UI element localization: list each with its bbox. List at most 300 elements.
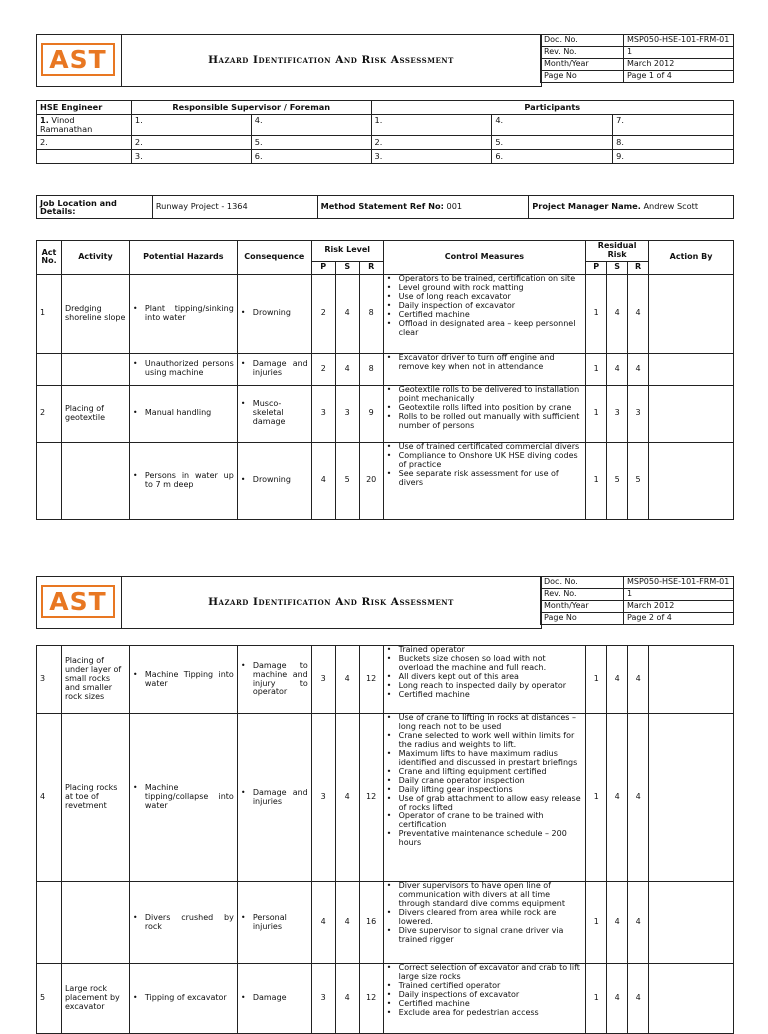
residual-p: 1 xyxy=(586,882,607,964)
bullet-icon: • xyxy=(386,713,392,722)
risk-r: 12 xyxy=(359,964,383,1034)
bullet-icon: • xyxy=(386,793,392,803)
activity xyxy=(61,442,129,519)
meta-row xyxy=(541,71,734,83)
consequence xyxy=(237,385,311,442)
hazard-item xyxy=(133,994,234,1003)
meta-row xyxy=(541,613,734,625)
participant-9: 9. xyxy=(613,150,734,164)
bullet-icon: • xyxy=(240,912,246,922)
participant-2: 2. xyxy=(371,136,492,150)
residual-s: 5 xyxy=(607,442,628,519)
control-measure-item-text: Certified machine xyxy=(398,689,470,699)
control-measure-item-text: Geotextile rolls to be delivered to installation point mechanically xyxy=(398,384,580,403)
control-measure-item-text: Rolls to be rolled out manually with sufficient number of persons xyxy=(398,411,580,430)
meta-row xyxy=(541,59,734,71)
action-by xyxy=(649,964,734,1034)
control-measure-item xyxy=(387,655,583,673)
col-residual-r: R xyxy=(628,261,649,274)
act-number: 2 xyxy=(37,385,62,442)
risk-p: 3 xyxy=(311,385,335,442)
company-logo: AST xyxy=(41,585,115,618)
hazard-item-text: Machine Tipping into water xyxy=(144,669,234,688)
risk-p: 3 xyxy=(311,646,335,714)
control-measure-item-text: Diver supervisors to have open line of communication with divers at all time through standard dive comms equipment xyxy=(398,881,566,908)
act-number: 3 xyxy=(37,646,62,714)
control-measure-item xyxy=(387,452,583,470)
residual-s: 4 xyxy=(607,353,628,385)
risk-r: 12 xyxy=(359,714,383,882)
company-logo: AST xyxy=(41,43,115,76)
control-measures xyxy=(383,385,586,442)
participants-header: Participants xyxy=(371,101,733,115)
risk-row xyxy=(37,882,734,964)
activity: Placing of geotextile xyxy=(61,385,129,442)
meta-value: Page 1 of 4 xyxy=(624,71,734,83)
method-statement: Method Statement Ref No: 001 xyxy=(317,196,529,219)
risk-row xyxy=(37,442,734,519)
residual-p: 1 xyxy=(586,442,607,519)
meta-label: Rev. No. xyxy=(541,589,624,601)
col-risk-p: P xyxy=(311,261,335,274)
bullet-icon: • xyxy=(386,352,392,362)
hazard-item xyxy=(133,409,234,418)
control-measure-item-text: Dive supervisor to signal crane driver via trained rigger xyxy=(398,925,564,944)
control-measure-item-text: Geotextile rolls lifted into position by crane xyxy=(398,402,572,412)
meta-row xyxy=(541,601,734,613)
participant-5: 5. xyxy=(492,136,613,150)
residual-p: 1 xyxy=(586,714,607,882)
consequence-item-text: Damage to machine and injury to operator xyxy=(252,660,308,697)
risk-s: 4 xyxy=(335,882,359,964)
bullet-icon: • xyxy=(240,475,246,485)
activity: Placing rocks at toe of revetment xyxy=(61,714,129,882)
residual-s: 4 xyxy=(607,964,628,1034)
meta-row xyxy=(541,577,734,589)
participants-table xyxy=(36,100,734,164)
control-measure-item-text: Preventative maintenance schedule – 200 hours xyxy=(398,829,567,848)
bullet-icon: • xyxy=(386,1007,392,1017)
control-measure-item xyxy=(387,354,583,372)
meta-label: Rev. No. xyxy=(541,47,624,59)
control-measure-item-text: Divers cleared from area while rock are lowered. xyxy=(398,907,557,926)
bullet-icon: • xyxy=(240,993,246,1003)
bullet-icon: • xyxy=(240,359,246,369)
bullet-icon: • xyxy=(386,450,392,460)
bullet-icon: • xyxy=(386,441,392,451)
col-risk-level: Risk Level xyxy=(311,241,383,262)
bullet-icon: • xyxy=(386,775,392,785)
residual-p: 1 xyxy=(586,385,607,442)
bullet-icon: • xyxy=(386,730,392,740)
bullet-icon: • xyxy=(386,748,392,758)
hse-engineer-1: 1. Vinod Ramanathan xyxy=(37,115,132,136)
consequence-item xyxy=(241,309,308,318)
risk-s: 4 xyxy=(335,646,359,714)
control-measures xyxy=(383,714,586,882)
risk-assessment-table-page1 xyxy=(36,240,734,520)
col-residual-p: P xyxy=(586,261,607,274)
action-by xyxy=(649,646,734,714)
consequence-item-text: Personal injuries xyxy=(252,912,287,931)
bullet-icon: • xyxy=(386,925,392,935)
activity xyxy=(61,882,129,964)
control-measure-item xyxy=(387,386,583,404)
consequence-item xyxy=(241,400,308,427)
bullet-icon: • xyxy=(132,993,138,1003)
control-measure-item-text: Offload in designated area – keep personnel clear xyxy=(398,318,576,337)
header-box xyxy=(36,576,542,629)
bullet-icon: • xyxy=(386,998,392,1008)
residual-s: 3 xyxy=(607,385,628,442)
risk-row xyxy=(37,964,734,1034)
action-by xyxy=(649,274,734,353)
control-measure-item-text: Certified machine xyxy=(398,998,470,1008)
potential-hazard xyxy=(129,353,237,385)
meta-label: Month/Year xyxy=(541,601,624,613)
consequence xyxy=(237,882,311,964)
bullet-icon: • xyxy=(386,689,392,699)
col-potential-hazards: Potential Hazards xyxy=(129,241,237,275)
control-measure-item-text: Trained certified operator xyxy=(398,980,501,990)
bullet-icon: • xyxy=(386,468,392,478)
control-measure-item-text: Use of trained certificated commercial divers xyxy=(398,441,580,451)
bullet-icon: • xyxy=(386,282,392,292)
control-measure-item-text: Crane selected to work well within limits for the radius and weights to lift. xyxy=(398,730,575,749)
bullet-icon: • xyxy=(240,399,246,409)
bullet-icon: • xyxy=(386,907,392,917)
bullet-icon: • xyxy=(240,660,246,670)
bullet-icon: • xyxy=(240,787,246,797)
bullet-icon: • xyxy=(386,273,392,283)
control-measure-item xyxy=(387,1009,583,1018)
document-title: Hazard Identification And Risk Assessment xyxy=(208,596,454,608)
consequence-item xyxy=(241,360,308,378)
bullet-icon: • xyxy=(386,680,392,690)
bullet-icon: • xyxy=(386,881,392,890)
bullet-icon: • xyxy=(386,811,392,821)
meta-row xyxy=(541,35,734,47)
bullet-icon: • xyxy=(386,829,392,839)
consequence xyxy=(237,442,311,519)
bullet-icon: • xyxy=(386,784,392,794)
consequence xyxy=(237,274,311,353)
risk-p: 2 xyxy=(311,274,335,353)
bullet-icon: • xyxy=(386,384,392,394)
control-measures xyxy=(383,274,586,353)
supervisor-header: Responsible Supervisor / Foreman xyxy=(131,101,371,115)
act-number: 1 xyxy=(37,274,62,353)
meta-value: 1 xyxy=(624,589,734,601)
residual-p: 1 xyxy=(586,646,607,714)
activity: Large rock placement by excavator xyxy=(61,964,129,1034)
control-measures xyxy=(383,646,586,714)
residual-p: 1 xyxy=(586,274,607,353)
risk-p: 3 xyxy=(311,714,335,882)
supervisor-1: 1. xyxy=(131,115,251,136)
control-measure-item xyxy=(387,909,583,927)
meta-value: 1 xyxy=(624,47,734,59)
risk-s: 4 xyxy=(335,964,359,1034)
bullet-icon: • xyxy=(386,645,392,654)
control-measure-item xyxy=(387,882,583,909)
consequence-item xyxy=(241,476,308,485)
bullet-icon: • xyxy=(386,309,392,319)
risk-r: 20 xyxy=(359,442,383,519)
col-risk-s: S xyxy=(335,261,359,274)
action-by xyxy=(649,353,734,385)
control-measure-item-text: Daily inspection of excavator xyxy=(398,300,516,310)
page2-header xyxy=(36,576,734,629)
risk-r: 8 xyxy=(359,353,383,385)
action-by xyxy=(649,385,734,442)
act-number xyxy=(37,442,62,519)
act-number xyxy=(37,353,62,385)
hazard-item xyxy=(133,784,234,811)
header-row xyxy=(37,241,734,262)
control-measure-item-text: Trained operator xyxy=(398,645,465,654)
control-measure-item-text: See separate risk assessment for use of divers xyxy=(398,468,559,487)
consequence xyxy=(237,714,311,882)
residual-r: 3 xyxy=(628,385,649,442)
risk-r: 8 xyxy=(359,274,383,353)
bullet-icon: • xyxy=(386,653,392,663)
residual-p: 1 xyxy=(586,964,607,1034)
consequence-item-text: Damage xyxy=(252,993,287,1003)
consequence xyxy=(237,964,311,1034)
meta-label: Month/Year xyxy=(541,59,624,71)
control-measure-item xyxy=(387,964,583,982)
residual-r: 4 xyxy=(628,964,649,1034)
bullet-icon: • xyxy=(132,408,138,418)
document-meta-table xyxy=(540,34,734,83)
meta-value: March 2012 xyxy=(624,59,734,71)
residual-r: 4 xyxy=(628,353,649,385)
bullet-icon: • xyxy=(386,318,392,328)
participant-8: 8. xyxy=(613,136,734,150)
risk-row xyxy=(37,353,734,385)
participant-1: 1. xyxy=(371,115,492,136)
residual-s: 4 xyxy=(607,882,628,964)
consequence xyxy=(237,646,311,714)
bullet-icon: • xyxy=(240,308,246,318)
activity xyxy=(61,353,129,385)
risk-s: 3 xyxy=(335,385,359,442)
residual-r: 4 xyxy=(628,646,649,714)
meta-value: MSP050-HSE-101-FRM-01 xyxy=(624,577,734,589)
hse-engineer-empty xyxy=(37,150,132,164)
page1-header xyxy=(36,34,734,87)
hazard-item xyxy=(133,914,234,932)
control-measure-item-text: Buckets size chosen so load with not overload the machine and full reach. xyxy=(398,653,547,672)
meta-row xyxy=(541,47,734,59)
control-measures xyxy=(383,442,586,519)
consequence-item-text: Damage and injuries xyxy=(252,359,308,378)
act-number: 5 xyxy=(37,964,62,1034)
col-control-measures: Control Measures xyxy=(383,241,586,275)
bullet-icon: • xyxy=(132,669,138,679)
participant-6: 6. xyxy=(492,150,613,164)
potential-hazard xyxy=(129,646,237,714)
supervisor-4: 4. xyxy=(251,115,371,136)
control-measure-item xyxy=(387,795,583,813)
act-number: 4 xyxy=(37,714,62,882)
bullet-icon: • xyxy=(386,402,392,412)
hazard-item-text: Machine tipping/collapse into water xyxy=(144,783,234,810)
control-measure-item xyxy=(387,413,583,431)
activity: Dredging shoreline slope xyxy=(61,274,129,353)
control-measure-item-text: Use of crane to lifting in rocks at distances – long reach not to be used xyxy=(398,713,577,731)
risk-s: 4 xyxy=(335,274,359,353)
hazard-item xyxy=(133,671,234,689)
bullet-icon: • xyxy=(386,300,392,310)
hazard-item xyxy=(133,360,234,378)
meta-value: March 2012 xyxy=(624,601,734,613)
meta-label: Page No xyxy=(541,613,624,625)
job-details-table xyxy=(36,195,734,219)
control-measure-item-text: Correct selection of excavator and crab to lift large size rocks xyxy=(398,963,580,981)
risk-p: 3 xyxy=(311,964,335,1034)
consequence-item xyxy=(241,914,308,932)
control-measure-item-text: Long reach to inspected daily by operator xyxy=(398,680,567,690)
consequence-item xyxy=(241,994,308,1003)
hazard-item-text: Manual handling xyxy=(144,408,212,418)
risk-row xyxy=(37,714,734,882)
risk-r: 16 xyxy=(359,882,383,964)
control-measures xyxy=(383,882,586,964)
supervisor-5: 5. xyxy=(251,136,371,150)
risk-s: 4 xyxy=(335,353,359,385)
logo-cell xyxy=(37,35,122,86)
risk-p: 2 xyxy=(311,353,335,385)
bullet-icon: • xyxy=(132,783,138,793)
control-measure-item-text: Daily crane operator inspection xyxy=(398,775,525,785)
control-measure-item xyxy=(387,812,583,830)
supervisor-3: 3. xyxy=(131,150,251,164)
bullet-icon: • xyxy=(386,989,392,999)
meta-label: Doc. No. xyxy=(541,35,624,47)
participant-7: 7. xyxy=(613,115,734,136)
risk-row xyxy=(37,646,734,714)
consequence xyxy=(237,353,311,385)
hazard-item xyxy=(133,472,234,490)
control-measure-item-text: Maximum lifts to have maximum radius identified and discussed in prestart briefings xyxy=(398,748,578,767)
risk-s: 5 xyxy=(335,442,359,519)
act-number xyxy=(37,882,62,964)
hazard-item-text: Tipping of excavator xyxy=(144,993,227,1003)
project-manager: Project Manager Name. Andrew Scott xyxy=(529,196,734,219)
residual-r: 4 xyxy=(628,882,649,964)
bullet-icon: • xyxy=(386,671,392,681)
participant-4: 4. xyxy=(492,115,613,136)
control-measures xyxy=(383,353,586,385)
bullet-icon: • xyxy=(386,411,392,421)
document-meta-table xyxy=(540,576,734,625)
control-measures xyxy=(383,964,586,1034)
col-risk-r: R xyxy=(359,261,383,274)
col-activity: Activity xyxy=(61,241,129,275)
control-measure-item-text: Compliance to Onshore UK HSE diving codes of practice xyxy=(398,450,578,469)
control-measure-item xyxy=(387,320,583,338)
risk-row xyxy=(37,274,734,353)
control-measure-item-text: Use of long reach excavator xyxy=(398,291,511,301)
bullet-icon: • xyxy=(132,359,138,369)
residual-r: 4 xyxy=(628,714,649,882)
control-measure-item xyxy=(387,927,583,945)
control-measure-item xyxy=(387,714,583,732)
control-measure-item xyxy=(387,732,583,750)
meta-label: Doc. No. xyxy=(541,577,624,589)
consequence-item xyxy=(241,789,308,807)
residual-r: 4 xyxy=(628,274,649,353)
bullet-icon: • xyxy=(386,980,392,990)
residual-s: 4 xyxy=(607,274,628,353)
consequence-item xyxy=(241,662,308,698)
supervisor-2: 2. xyxy=(131,136,251,150)
activity: Placing of under layer of small rocks and smaller rock sizes xyxy=(61,646,129,714)
control-measure-item-text: Certified machine xyxy=(398,309,470,319)
meta-row xyxy=(541,589,734,601)
meta-value: Page 2 of 4 xyxy=(624,613,734,625)
bullet-icon: • xyxy=(132,912,138,922)
risk-p: 4 xyxy=(311,882,335,964)
meta-value: MSP050-HSE-101-FRM-01 xyxy=(624,35,734,47)
risk-p: 4 xyxy=(311,442,335,519)
col-action-by: Action By xyxy=(649,241,734,275)
document-title: Hazard Identification And Risk Assessment xyxy=(208,54,454,66)
bullet-icon: • xyxy=(132,303,138,313)
potential-hazard xyxy=(129,385,237,442)
potential-hazard xyxy=(129,964,237,1034)
col-residual-s: S xyxy=(607,261,628,274)
control-measure-item xyxy=(387,830,583,848)
hazard-item xyxy=(133,305,234,323)
participant-3: 3. xyxy=(371,150,492,164)
control-measure-item xyxy=(387,691,583,700)
job-location-value: Runway Project - 1364 xyxy=(152,196,317,219)
bullet-icon: • xyxy=(132,470,138,480)
action-by xyxy=(649,442,734,519)
potential-hazard xyxy=(129,714,237,882)
residual-r: 5 xyxy=(628,442,649,519)
consequence-item-text: Drowning xyxy=(252,475,291,485)
potential-hazard xyxy=(129,442,237,519)
control-measure-item-text: Excavator driver to turn off engine and remove key when not in attendance xyxy=(398,352,555,371)
risk-row xyxy=(37,385,734,442)
hazard-item-text: Plant tipping/sinking into water xyxy=(144,303,234,322)
hse-engineer-2: 2. xyxy=(37,136,132,150)
residual-p: 1 xyxy=(586,353,607,385)
meta-label: Page No xyxy=(541,71,624,83)
job-location-label: Job Location and Details: xyxy=(37,196,153,219)
control-measure-item-text: All divers kept out of this area xyxy=(398,671,519,681)
hazard-item-text: Unauthorized persons using machine xyxy=(144,359,234,378)
control-measure-item-text: Operators to be trained, certification on site xyxy=(398,273,576,283)
col-act-no: Act No. xyxy=(37,241,62,275)
control-measure-item-text: Level ground with rock matting xyxy=(398,282,524,292)
bullet-icon: • xyxy=(386,766,392,776)
risk-r: 9 xyxy=(359,385,383,442)
risk-assessment-table-page2 xyxy=(36,645,734,1034)
control-measure-item-text: Crane and lifting equipment certified xyxy=(398,766,547,776)
hse-engineer-header: HSE Engineer xyxy=(37,101,132,115)
residual-s: 4 xyxy=(607,714,628,882)
bullet-icon: • xyxy=(386,291,392,301)
hazard-item-text: Divers crushed by rock xyxy=(144,912,234,931)
col-residual-risk: Residual Risk xyxy=(586,241,649,262)
consequence-item-text: Damage and injuries xyxy=(252,787,308,806)
control-measure-item-text: Daily inspections of excavator xyxy=(398,989,520,999)
